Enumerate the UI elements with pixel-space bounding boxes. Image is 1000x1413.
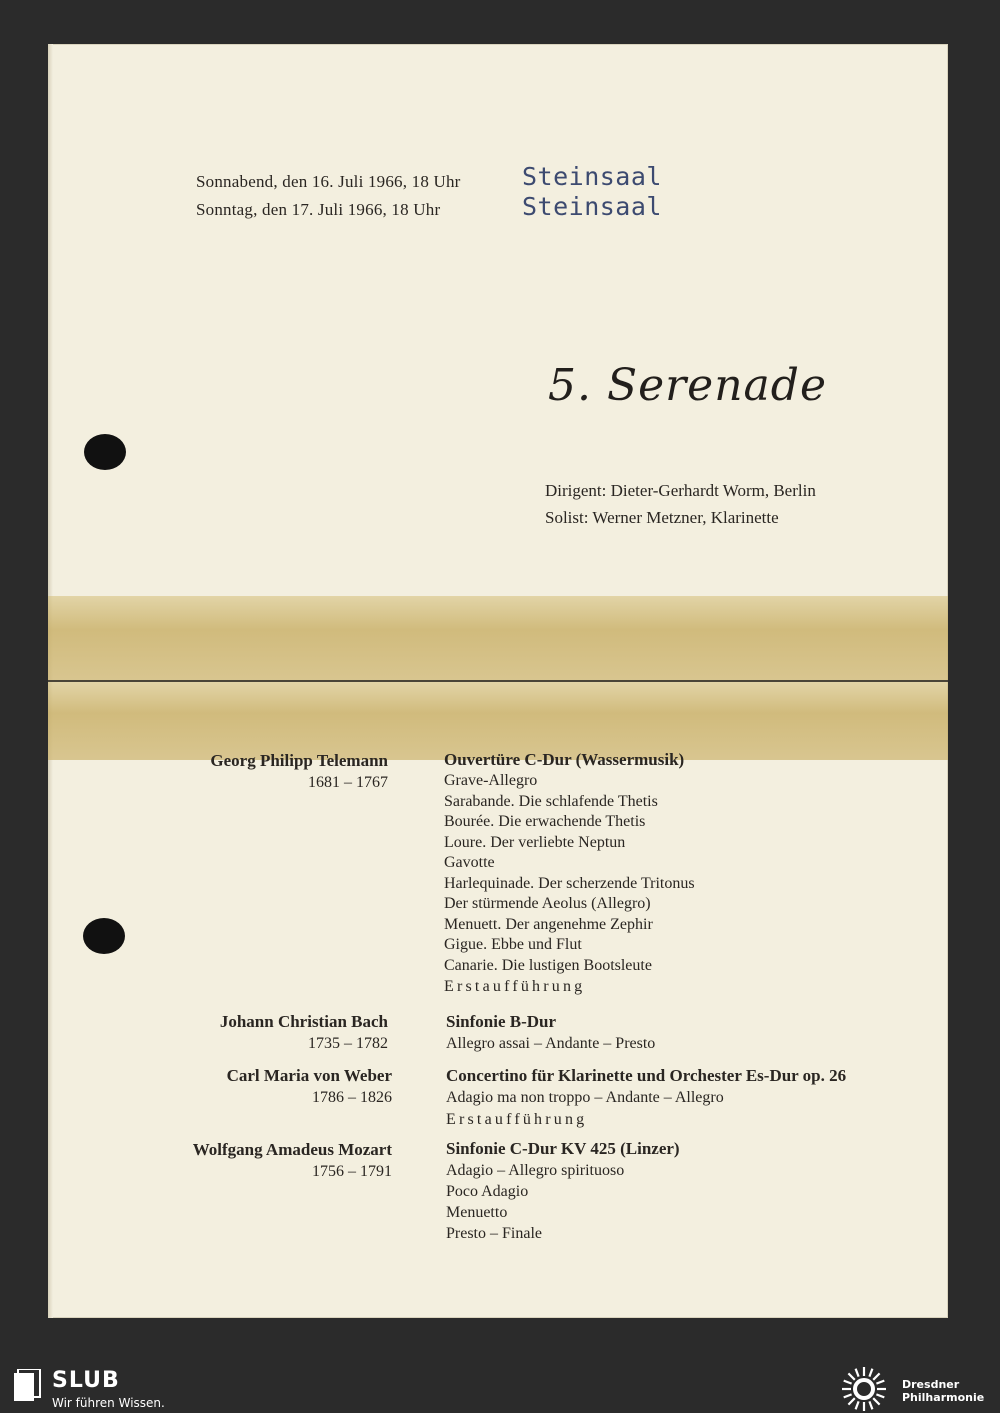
composer-weber [47, 1065, 392, 1109]
philharmonie-sunburst-icon [840, 1365, 888, 1413]
work-title: Sinfonie B-Dur [446, 1012, 557, 1031]
movement: Harlequinade. Der scherzende Tritonus [444, 874, 695, 892]
premiere-note: Erstaufführung [444, 978, 586, 995]
composer-telemann [43, 750, 388, 794]
work-title: Concertino für Klarinette und Orchester Es-Dur op. 26 [446, 1066, 847, 1085]
partner-line-2: Philharmonie [902, 1391, 985, 1404]
library-tagline: Wir führen Wissen. [52, 1396, 165, 1410]
work-weber [446, 1065, 916, 1131]
venue-stamp-2: Steinsaal [522, 192, 662, 221]
work-title: Sinfonie C-Dur KV 425 (Linzer) [446, 1139, 680, 1158]
program-sheet [48, 44, 948, 1318]
work-mozart [446, 1138, 916, 1244]
movement: Allegro assai – Andante – Presto [446, 1035, 656, 1052]
library-name[interactable]: SLUB [52, 1368, 120, 1393]
partner-line-1: Dresdner [902, 1378, 960, 1391]
composer-years: 1786 – 1826 [312, 1089, 392, 1106]
concert-title: 5. Serenade [548, 360, 827, 411]
date-line-2: Sonntag, den 17. Juli 1966, 18 Uhr [196, 200, 441, 219]
work-title: Ouvertüre C-Dur (Wassermusik) [444, 750, 685, 769]
movement: Sarabande. Die schlafende Thetis [444, 792, 658, 810]
movement: Poco Adagio [446, 1183, 529, 1200]
soloist-credit: Solist: Werner Metzner, Klarinette [545, 508, 779, 527]
composer-bach [43, 1011, 388, 1055]
movement: Canarie. Die lustigen Bootsleute [444, 956, 652, 974]
partner-name[interactable] [902, 1378, 984, 1404]
movement: Menuett. Der angenehme Zephir [444, 915, 653, 933]
composer-years: 1681 – 1767 [308, 774, 388, 791]
composer-name: Johann Christian Bach [219, 1012, 388, 1031]
punch-hole-bottom [83, 918, 125, 954]
movement: Menuetto [446, 1204, 508, 1221]
adhesive-tape-upper [48, 596, 948, 681]
movement: Loure. Der verliebte Neptun [444, 833, 626, 851]
movement: Presto – Finale [446, 1225, 542, 1242]
composer-name: Carl Maria von Weber [226, 1066, 392, 1085]
work-bach [446, 1011, 916, 1055]
movement: Gavotte [444, 854, 495, 871]
premiere-note: Erstaufführung [446, 1111, 588, 1128]
footer-bar [0, 1363, 1000, 1413]
composer-mozart [47, 1139, 392, 1183]
composer-name: Georg Philipp Telemann [210, 751, 388, 770]
composer-years: 1756 – 1791 [312, 1163, 392, 1180]
work-telemann [444, 749, 914, 998]
movement: Grave-Allegro [444, 772, 538, 789]
composer-name: Wolfgang Amadeus Mozart [192, 1140, 392, 1159]
punch-hole-top [84, 434, 126, 470]
movement: Gigue. Ebbe und Flut [444, 936, 582, 953]
date-line-1: Sonnabend, den 16. Juli 1966, 18 Uhr [196, 172, 461, 191]
movement: Der stürmende Aeolus (Allegro) [444, 895, 651, 912]
movement: Adagio ma non troppo – Andante – Allegro [446, 1089, 724, 1106]
venue-stamp-1: Steinsaal [522, 162, 662, 191]
movement: Adagio – Allegro spirituoso [446, 1162, 625, 1179]
conductor-credit: Dirigent: Dieter-Gerhardt Worm, Berlin [545, 481, 816, 500]
composer-years: 1735 – 1782 [308, 1035, 388, 1052]
slub-book-icon [12, 1369, 42, 1405]
movement: Bourée. Die erwachende Thetis [444, 813, 646, 830]
